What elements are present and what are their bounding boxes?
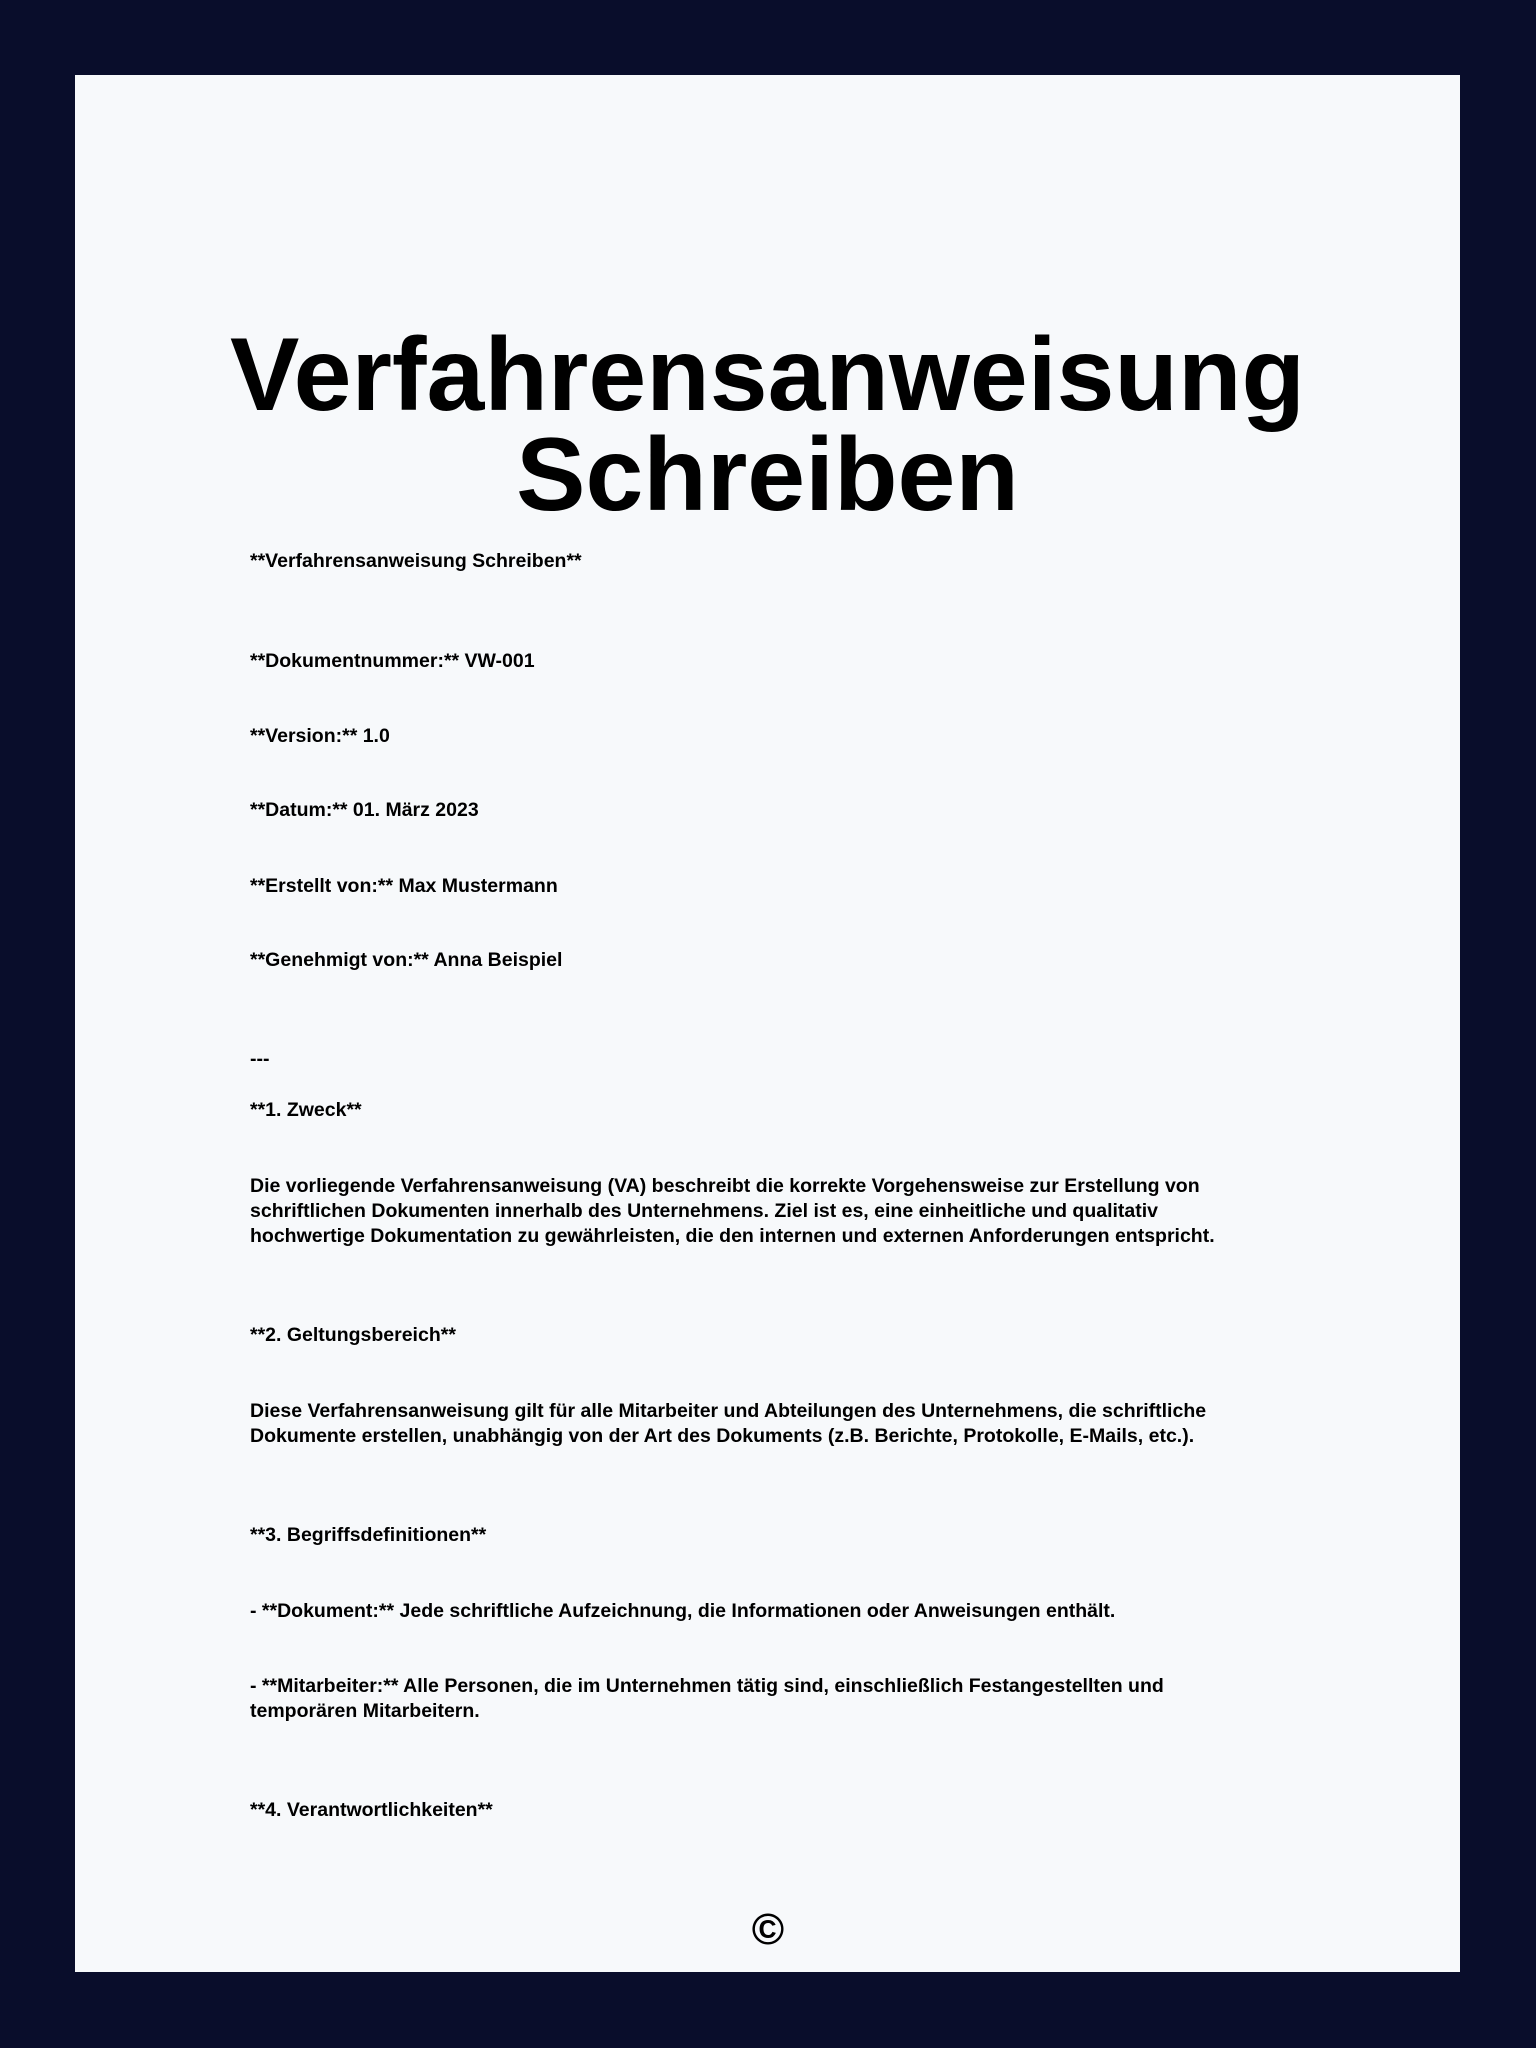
meta-doc-number: **Dokumentnummer:** VW-001 — [250, 650, 535, 672]
definition-document: - **Dokument:** Jede schriftliche Aufzeichnung, die Informationen oder Anweisungen enthält. — [250, 1600, 1116, 1622]
text-line: - **Mitarbeiter:** Alle Personen, die im Unternehmen tätig sind, einschließlich Festangestellten und — [250, 1675, 1164, 1697]
text-line: schriftlichen Dokumenten innerhalb des Unternehmens. Ziel ist es, eine einheitliche und qualitativ — [250, 1200, 1159, 1222]
meta-created-by: **Erstellt von:** Max Mustermann — [250, 875, 558, 897]
section-responsibilities-heading: **4. Verantwortlichkeiten** — [250, 1799, 493, 1821]
title-line-1: Verfahrensanweisung — [229, 317, 1306, 433]
text-line: hochwertige Dokumentation zu gewährleisten, die den internen und externen Anforderungen entspricht. — [250, 1225, 1215, 1247]
section-definitions-heading: **3. Begriffsdefinitionen** — [250, 1524, 487, 1546]
definition-employee — [250, 1674, 1164, 1724]
section-scope-text — [250, 1399, 1206, 1449]
copyright-icon: © — [751, 1905, 785, 1954]
text-line: temporären Mitarbeitern. — [250, 1700, 480, 1722]
document-heading: **Verfahrensanweisung Schreiben** — [250, 550, 582, 572]
separator: --- — [250, 1048, 270, 1070]
section-purpose-text — [250, 1174, 1215, 1249]
text-line: Dokumente erstellen, unabhängig von der Art des Dokuments (z.B. Berichte, Protokolle, E-Mails, etc.). — [250, 1425, 1195, 1447]
section-scope-heading: **2. Geltungsbereich** — [250, 1324, 456, 1346]
document-title — [75, 317, 1460, 533]
meta-approved-by: **Genehmigt von:** Anna Beispiel — [250, 949, 563, 971]
title-line-2: Schreiben — [516, 417, 1019, 533]
text-line: Die vorliegende Verfahrensanweisung (VA) beschreibt die korrekte Vorgehensweise zur Erstellung von — [250, 1175, 1200, 1197]
section-purpose-heading: **1. Zweck** — [250, 1099, 362, 1121]
text-line: Diese Verfahrensanweisung gilt für alle Mitarbeiter und Abteilungen des Unternehmens, die schriftliche — [250, 1400, 1207, 1422]
meta-date: **Datum:** 01. März 2023 — [250, 799, 479, 821]
meta-version: **Version:** 1.0 — [250, 725, 390, 747]
